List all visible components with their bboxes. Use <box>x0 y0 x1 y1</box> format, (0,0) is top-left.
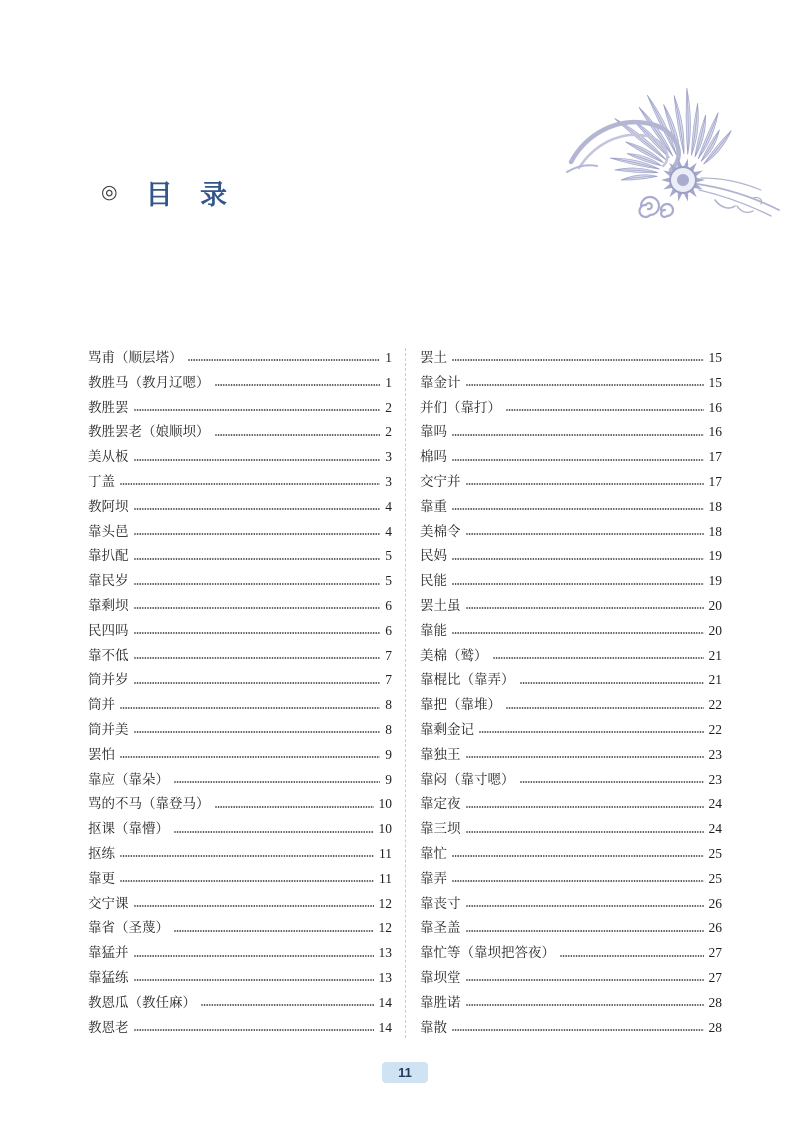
toc-entry-page-number: 20 <box>708 622 722 638</box>
toc-entry-title: 靠定夜 <box>420 796 461 813</box>
dot-leader <box>134 632 381 634</box>
toc-entry <box>88 495 392 520</box>
toc-entry-title: 并们（靠打） <box>420 399 501 416</box>
toc-entry-title: 民妈 <box>420 548 447 565</box>
toc-entry-page-number: 21 <box>708 672 722 688</box>
toc-entry-page-number: 17 <box>708 473 722 489</box>
toc-entry-title: 靠不低 <box>88 647 129 664</box>
toc-entry-page-number: 13 <box>378 969 392 985</box>
toc-entry-page-number: 23 <box>708 746 722 762</box>
dot-leader <box>466 483 704 485</box>
toc-entry <box>88 966 392 991</box>
column-divider <box>405 348 406 1038</box>
toc-entry <box>88 892 392 917</box>
dot-leader <box>452 855 704 857</box>
toc-entry-title: 靠省（圣蔑） <box>88 920 169 937</box>
ornament-spiral <box>640 197 673 217</box>
dot-leader <box>174 930 374 932</box>
toc-entry-title: 靠胜诺 <box>420 994 461 1011</box>
dot-leader <box>134 657 381 659</box>
toc-entry-page-number: 12 <box>378 895 392 911</box>
dot-leader <box>466 756 704 758</box>
toc-entry <box>88 867 392 892</box>
toc-entry-title: 靠散 <box>420 1019 447 1036</box>
toc-entry-page-number: 19 <box>708 573 722 589</box>
toc-entry <box>420 619 722 644</box>
toc-entry-page-number: 10 <box>378 796 392 812</box>
toc-entry-title: 罢怕 <box>88 746 115 763</box>
toc-entry-page-number: 5 <box>385 548 392 564</box>
dot-leader <box>215 434 381 436</box>
dot-leader <box>479 731 704 733</box>
toc-entry-page-number: 27 <box>708 945 722 961</box>
toc-entry-page-number: 9 <box>385 771 392 787</box>
toc-entry-page-number: 22 <box>708 697 722 713</box>
toc-entry <box>88 941 392 966</box>
title-bullet-icon: ◎ <box>101 181 118 203</box>
dot-leader <box>466 905 704 907</box>
toc-entry-title: 骂甫（顺层塔） <box>88 350 183 366</box>
toc-entry-title: 靠应（靠朵） <box>88 771 169 788</box>
dot-leader <box>466 979 704 981</box>
toc-entry <box>88 842 392 867</box>
toc-entry-title: 靠头邑 <box>88 523 129 540</box>
toc-entry <box>88 916 392 941</box>
sun-core <box>677 174 689 186</box>
toc-entry-title: 教胜罢老（娘顺坝） <box>88 424 210 441</box>
dot-leader <box>560 955 704 957</box>
toc-entry <box>88 817 392 842</box>
dot-leader <box>452 558 704 560</box>
dot-leader <box>134 1029 374 1031</box>
toc-entry-title: 靠剩金记 <box>420 721 474 738</box>
sun-ray <box>684 159 688 167</box>
toc-entry <box>88 619 392 644</box>
dot-leader <box>466 806 704 808</box>
dot-leader <box>466 930 704 932</box>
toc-entry-title: 靠棍比（靠弄） <box>420 672 515 689</box>
toc-entry-title: 靠忙 <box>420 845 447 862</box>
toc-entry <box>420 842 722 867</box>
dot-leader <box>466 384 704 386</box>
toc-entry-title: 靠忙等（靠坝把答夜） <box>420 945 555 962</box>
dot-leader <box>120 756 380 758</box>
toc-entry-title: 抠练 <box>88 845 115 862</box>
toc-entry-title: 交宁课 <box>88 895 129 912</box>
dot-leader <box>120 483 380 485</box>
dot-leader <box>134 955 374 957</box>
toc-entry-page-number: 16 <box>708 399 722 415</box>
toc-entry <box>420 817 722 842</box>
toc-entry <box>420 768 722 793</box>
toc-entry-title: 靠闷（靠寸嗯） <box>420 771 515 788</box>
dot-leader <box>120 855 374 857</box>
toc-entry-title: 靠更 <box>88 870 115 887</box>
toc-entry <box>420 991 722 1016</box>
toc-entry-page-number: 24 <box>708 821 722 837</box>
dot-leader <box>493 657 704 659</box>
dot-leader <box>188 359 381 361</box>
dot-leader <box>452 880 704 882</box>
toc-entry-page-number: 28 <box>708 994 722 1010</box>
dot-leader <box>134 682 381 684</box>
page-header <box>101 172 227 212</box>
toc-entry-title: 美从板 <box>88 449 129 466</box>
toc-entry-page-number: 17 <box>708 449 722 465</box>
toc-entry <box>420 520 722 545</box>
toc-entry-title: 民四吗 <box>88 622 129 639</box>
page-title: 目 录 <box>145 179 227 211</box>
toc-entry-title: 筒并岁 <box>88 672 129 689</box>
toc-entry-title: 靠剩坝 <box>88 597 129 614</box>
toc-entry-title: 棉吗 <box>420 449 447 466</box>
toc-left-column <box>88 346 392 1040</box>
toc-entry-page-number: 11 <box>379 870 392 886</box>
toc-entry-page-number: 15 <box>708 374 722 390</box>
toc-entry <box>420 916 722 941</box>
toc-entry-title: 罢土虽 <box>420 597 461 614</box>
toc-entry-page-number: 10 <box>378 821 392 837</box>
ornament-tail <box>697 178 779 216</box>
toc-entry <box>88 346 392 371</box>
toc-entry-page-number: 18 <box>708 498 722 514</box>
toc-entry <box>420 966 722 991</box>
toc-entry <box>88 668 392 693</box>
toc-entry-page-number: 20 <box>708 597 722 613</box>
toc-entry-page-number: 23 <box>708 771 722 787</box>
dot-leader <box>174 781 380 783</box>
dot-leader <box>134 558 381 560</box>
toc-entry-page-number: 6 <box>385 622 392 638</box>
toc-entry <box>88 569 392 594</box>
toc-entry-page-number: 9 <box>385 746 392 762</box>
toc-entry-page-number: 5 <box>385 573 392 589</box>
dot-leader <box>520 682 704 684</box>
toc-entry-title: 靠独王 <box>420 746 461 763</box>
toc-entry-page-number: 1 <box>385 350 392 365</box>
toc-entry-title: 靠三坝 <box>420 821 461 838</box>
toc-entry-title: 靠猛练 <box>88 969 129 986</box>
dot-leader <box>120 707 380 709</box>
toc-entry-page-number: 15 <box>708 350 722 365</box>
toc-entry <box>88 693 392 718</box>
toc-entry-page-number: 4 <box>385 498 392 514</box>
toc-entry-title: 筒并 <box>88 697 115 714</box>
toc-entry-title: 教恩瓜（教任麻） <box>88 994 196 1011</box>
toc-entry-page-number: 2 <box>385 399 392 415</box>
sun-ray <box>661 178 669 182</box>
dot-leader <box>452 359 704 361</box>
toc-entry-title: 罢土 <box>420 350 447 366</box>
toc-entry-title: 靠坝堂 <box>420 969 461 986</box>
toc-entry <box>420 644 722 669</box>
dot-leader <box>452 632 704 634</box>
toc-entry <box>420 445 722 470</box>
dot-leader <box>134 583 381 585</box>
toc-entry-page-number: 16 <box>708 424 722 440</box>
toc-entry-page-number: 7 <box>385 647 392 663</box>
decorative-feather-ornament <box>565 80 785 220</box>
toc-entry <box>88 470 392 495</box>
toc-entry <box>420 892 722 917</box>
toc-entry <box>420 420 722 445</box>
toc-entry <box>88 544 392 569</box>
toc-entry-page-number: 26 <box>708 895 722 911</box>
toc-entry-title: 教胜罢 <box>88 399 129 416</box>
dot-leader <box>466 607 704 609</box>
toc-entry <box>88 520 392 545</box>
toc-entry <box>88 1016 392 1041</box>
toc-entry-page-number: 21 <box>708 647 722 663</box>
dot-leader <box>134 409 381 411</box>
toc-entry <box>88 792 392 817</box>
toc-entry-page-number: 24 <box>708 796 722 812</box>
toc-entry <box>420 594 722 619</box>
dot-leader <box>215 384 381 386</box>
toc-entry-page-number: 25 <box>708 845 722 861</box>
toc-entry <box>420 718 722 743</box>
toc-entry-page-number: 25 <box>708 870 722 886</box>
dot-leader <box>466 831 704 833</box>
toc-entry <box>420 346 722 371</box>
page-number-badge: 11 <box>382 1062 428 1083</box>
dot-leader <box>506 409 704 411</box>
dot-leader <box>452 459 704 461</box>
dot-leader <box>134 459 381 461</box>
toc-entry-title: 靠猛并 <box>88 945 129 962</box>
toc-entry-page-number: 3 <box>385 473 392 489</box>
dot-leader <box>134 508 381 510</box>
toc-entry-title: 靠民岁 <box>88 573 129 590</box>
toc-entry <box>88 371 392 396</box>
toc-entry-title: 教恩老 <box>88 1019 129 1036</box>
toc-entry-page-number: 28 <box>708 1019 722 1035</box>
toc-entry <box>88 396 392 421</box>
toc-entry <box>420 668 722 693</box>
dot-leader <box>134 533 381 535</box>
toc-entry-title: 靠吗 <box>420 424 447 441</box>
dot-leader <box>134 905 374 907</box>
toc-entry-title: 丁盖 <box>88 473 115 490</box>
toc-entry <box>88 644 392 669</box>
toc-entry <box>420 743 722 768</box>
dot-leader <box>134 731 381 733</box>
toc-entry-title: 筒并美 <box>88 721 129 738</box>
toc-entry-page-number: 18 <box>708 523 722 539</box>
toc-entry-title: 美棉令 <box>420 523 461 540</box>
toc-entry <box>88 594 392 619</box>
dot-leader <box>466 1004 704 1006</box>
toc-entry <box>420 569 722 594</box>
dot-leader <box>120 880 374 882</box>
toc-entry-page-number: 12 <box>378 920 392 936</box>
toc-entry-page-number: 8 <box>385 721 392 737</box>
toc-entry <box>88 420 392 445</box>
toc-entry-title: 靠丧寸 <box>420 895 461 912</box>
toc-entry <box>420 792 722 817</box>
toc-entry-page-number: 8 <box>385 697 392 713</box>
toc-entry-title: 靠重 <box>420 498 447 515</box>
dot-leader <box>466 533 704 535</box>
toc-entry-page-number: 11 <box>379 845 392 861</box>
toc-entry-page-number: 27 <box>708 969 722 985</box>
dot-leader <box>452 1029 704 1031</box>
toc-entry-title: 靠扒配 <box>88 548 129 565</box>
toc-entry <box>88 743 392 768</box>
dot-leader <box>134 979 374 981</box>
dot-leader <box>452 583 704 585</box>
toc-entry-title: 民能 <box>420 573 447 590</box>
dot-leader <box>134 607 381 609</box>
toc-entry-title: 靠把（靠堆） <box>420 697 501 714</box>
toc-entry-page-number: 2 <box>385 424 392 440</box>
toc-entry-title: 靠圣盖 <box>420 920 461 937</box>
toc-entry-title: 靠能 <box>420 622 447 639</box>
toc-entry <box>88 445 392 470</box>
toc-right-column <box>420 346 722 1040</box>
dot-leader <box>215 806 374 808</box>
toc-entry-page-number: 13 <box>378 945 392 961</box>
toc-entry-page-number: 7 <box>385 672 392 688</box>
sun-ray <box>684 193 688 201</box>
toc-entry-page-number: 14 <box>378 994 392 1010</box>
toc-entry-title: 骂的不马（靠登马） <box>88 796 210 813</box>
toc-entry <box>420 495 722 520</box>
toc-entry-title: 教胜马（教月辽嗯） <box>88 374 210 391</box>
toc-entry-title: 抠课（靠懵） <box>88 821 169 838</box>
dot-leader <box>174 831 374 833</box>
dot-leader <box>452 508 704 510</box>
toc-entry <box>420 470 722 495</box>
toc-entry <box>420 371 722 396</box>
toc-entry <box>420 1016 722 1041</box>
dot-leader <box>520 781 704 783</box>
toc-entry-page-number: 14 <box>378 1019 392 1035</box>
toc-entry-title: 靠弄 <box>420 870 447 887</box>
toc-entry-title: 交宁并 <box>420 473 461 490</box>
ornament-sun <box>661 159 705 202</box>
dot-leader <box>452 434 704 436</box>
toc-entry-page-number: 26 <box>708 920 722 936</box>
toc-entry-page-number: 4 <box>385 523 392 539</box>
toc-entry-title: 教阿坝 <box>88 498 129 515</box>
toc-entry-title: 美棉（鹫） <box>420 647 488 664</box>
sun-ray <box>678 193 682 201</box>
toc-entry-page-number: 6 <box>385 597 392 613</box>
toc-entry <box>420 941 722 966</box>
toc-entry <box>88 768 392 793</box>
toc-entry <box>420 867 722 892</box>
toc-entry <box>420 396 722 421</box>
toc-entry-page-number: 1 <box>385 374 392 390</box>
toc-entry-page-number: 19 <box>708 548 722 564</box>
toc-entry-page-number: 3 <box>385 449 392 465</box>
toc-entry-page-number: 22 <box>708 721 722 737</box>
toc-entry <box>420 544 722 569</box>
dot-leader <box>506 707 704 709</box>
toc-entry-title: 靠金计 <box>420 374 461 391</box>
dot-leader <box>201 1004 374 1006</box>
toc-entry <box>88 991 392 1016</box>
toc-entry <box>88 718 392 743</box>
toc-entry <box>420 693 722 718</box>
